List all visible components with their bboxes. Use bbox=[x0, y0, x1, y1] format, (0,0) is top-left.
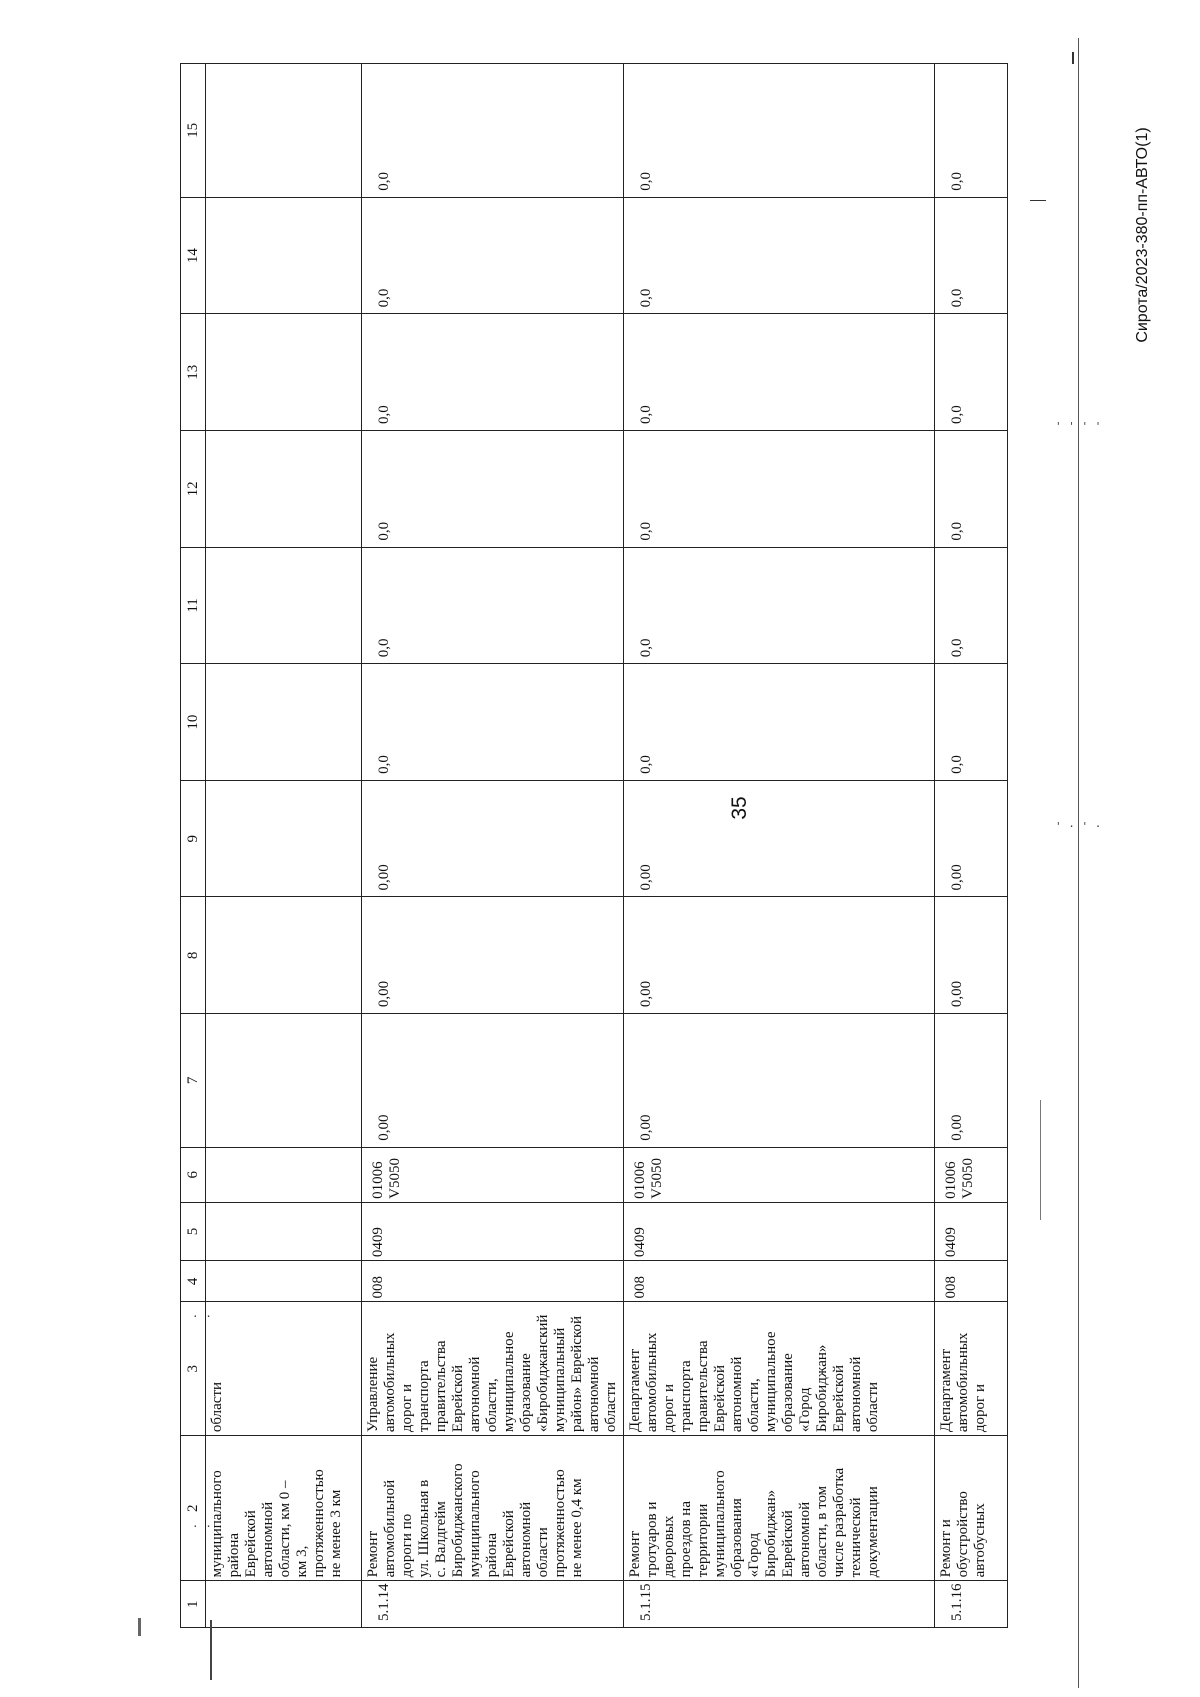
responsible-executor: Департамент автомобильных дорог и транспорта правительства Еврейской автономной области, муниципальное образование «Город Биробиджан» Еврейской автономной области bbox=[624, 1302, 935, 1436]
row-number: 5.1.15 bbox=[624, 1581, 935, 1628]
value-cell: 0,00 bbox=[624, 897, 935, 1014]
target-article-code: 01006 V5050 bbox=[362, 1147, 624, 1202]
table-row bbox=[206, 64, 362, 1628]
scan-artifact-mark: · · bbox=[192, 1520, 212, 1533]
table-row bbox=[624, 64, 935, 1628]
scan-artifact-mark bbox=[1030, 200, 1046, 201]
section-code: 0409 bbox=[624, 1202, 935, 1260]
col-header: 13 bbox=[181, 314, 206, 431]
value-cell: 0,0 bbox=[935, 64, 1008, 198]
page-number: 35 bbox=[728, 796, 751, 820]
value-cell: 0,00 bbox=[935, 1014, 1008, 1148]
value-cell bbox=[206, 64, 362, 198]
value-cell: 0,00 bbox=[624, 1014, 935, 1148]
target-article-code: 01006 V5050 bbox=[624, 1147, 935, 1202]
grbs-code: 008 bbox=[935, 1261, 1008, 1302]
scan-artifact-mark bbox=[138, 1618, 141, 1636]
target-article-code bbox=[206, 1147, 362, 1202]
section-code: 0409 bbox=[362, 1202, 624, 1260]
budget-table bbox=[180, 63, 1008, 1628]
row-number: 5.1.16 bbox=[935, 1581, 1008, 1628]
grbs-code: 008 bbox=[624, 1261, 935, 1302]
scan-artifact-mark: ' · ' · bbox=[1055, 820, 1102, 833]
col-header: 2 bbox=[181, 1436, 206, 1581]
value-cell: 0,0 bbox=[362, 197, 624, 314]
col-header: 8 bbox=[181, 897, 206, 1014]
value-cell: 0,0 bbox=[362, 431, 624, 548]
col-header: 5 bbox=[181, 1202, 206, 1260]
value-cell: 0,0 bbox=[624, 664, 935, 781]
value-cell: 0,00 bbox=[935, 897, 1008, 1014]
value-cell bbox=[206, 314, 362, 431]
value-cell: 0,00 bbox=[935, 780, 1008, 897]
value-cell: 0,0 bbox=[935, 197, 1008, 314]
value-cell: 0,0 bbox=[362, 547, 624, 664]
value-cell: 0,0 bbox=[935, 547, 1008, 664]
measure-name: Ремонт и обустройство автобусных bbox=[935, 1436, 1008, 1581]
value-cell: 0,00 bbox=[362, 780, 624, 897]
value-cell: 0,0 bbox=[624, 197, 935, 314]
measure-name: Ремонт автомобильной дороги по ул. Школьная в с. Валдгейм Биробиджанского муниципального района Еврейской автономной области протяженностью не менее 0,4 км bbox=[362, 1436, 624, 1581]
row-number bbox=[206, 1581, 362, 1628]
value-cell: 0,0 bbox=[362, 664, 624, 781]
header-row bbox=[181, 64, 206, 1628]
scan-artifact-mark: ' ' ' ' bbox=[1055, 420, 1102, 433]
col-header: 10 bbox=[181, 664, 206, 781]
table-row bbox=[362, 64, 624, 1628]
value-cell: 0,0 bbox=[624, 314, 935, 431]
value-cell: 0,0 bbox=[624, 431, 935, 548]
value-cell: 0,00 bbox=[624, 780, 935, 897]
section-code: 0409 bbox=[935, 1202, 1008, 1260]
value-cell bbox=[206, 780, 362, 897]
col-header: 3 bbox=[181, 1302, 206, 1436]
target-article-code: 01006 V5050 bbox=[935, 1147, 1008, 1202]
grbs-code: 008 bbox=[362, 1261, 624, 1302]
col-header: 12 bbox=[181, 431, 206, 548]
value-cell: 0,0 bbox=[362, 314, 624, 431]
value-cell bbox=[206, 664, 362, 781]
grbs-code bbox=[206, 1261, 362, 1302]
value-cell: 0,0 bbox=[935, 431, 1008, 548]
scan-artifact-mark bbox=[1040, 1100, 1041, 1220]
row-number: 5.1.14 bbox=[362, 1581, 624, 1628]
col-header: 4 bbox=[181, 1261, 206, 1302]
col-header: 1 bbox=[181, 1581, 206, 1628]
col-header: 15 bbox=[181, 64, 206, 198]
value-cell bbox=[206, 197, 362, 314]
col-header: 11 bbox=[181, 547, 206, 664]
section-code bbox=[206, 1202, 362, 1260]
col-header: 9 bbox=[181, 780, 206, 897]
scan-artifact-mark bbox=[1072, 52, 1074, 64]
responsible-executor: Управление автомобильных дорог и транспорта правительства Еврейской автономной области, муниципальное образование «Биробиджанский муниципальный район» Еврейской автономной области bbox=[362, 1302, 624, 1436]
document-code: Сирота/2023-380-пп-АВТО(1) bbox=[1134, 127, 1151, 343]
measure-name: муниципального района Еврейской автономной области, км 0 – км 3, протяженностью не менее 3 км bbox=[206, 1436, 362, 1581]
col-header: 7 bbox=[181, 1014, 206, 1148]
value-cell: 0,0 bbox=[935, 664, 1008, 781]
rotated-table-container bbox=[180, 63, 1082, 1628]
table-row bbox=[935, 64, 1008, 1628]
value-cell bbox=[206, 431, 362, 548]
scan-artifact-line bbox=[1078, 38, 1079, 1688]
responsible-executor: области bbox=[206, 1302, 362, 1436]
value-cell: 0,00 bbox=[362, 897, 624, 1014]
col-header: 6 bbox=[181, 1147, 206, 1202]
value-cell bbox=[206, 1014, 362, 1148]
value-cell: 0,00 bbox=[362, 1014, 624, 1148]
value-cell: 0,0 bbox=[624, 64, 935, 198]
value-cell bbox=[206, 897, 362, 1014]
col-header: 14 bbox=[181, 197, 206, 314]
value-cell: 0,0 bbox=[362, 64, 624, 198]
measure-name: Ремонт тротуаров и дворовых проездов на территории муниципального образования «Город Биробиджан» Еврейской автономной области, в том числе разработка технической документации bbox=[624, 1436, 935, 1581]
responsible-executor: Департамент автомобильных дорог и bbox=[935, 1302, 1008, 1436]
value-cell bbox=[206, 547, 362, 664]
scan-artifact-mark bbox=[210, 1620, 212, 1680]
scan-artifact-mark: · · bbox=[192, 1310, 212, 1323]
value-cell: 0,0 bbox=[935, 314, 1008, 431]
value-cell: 0,0 bbox=[624, 547, 935, 664]
